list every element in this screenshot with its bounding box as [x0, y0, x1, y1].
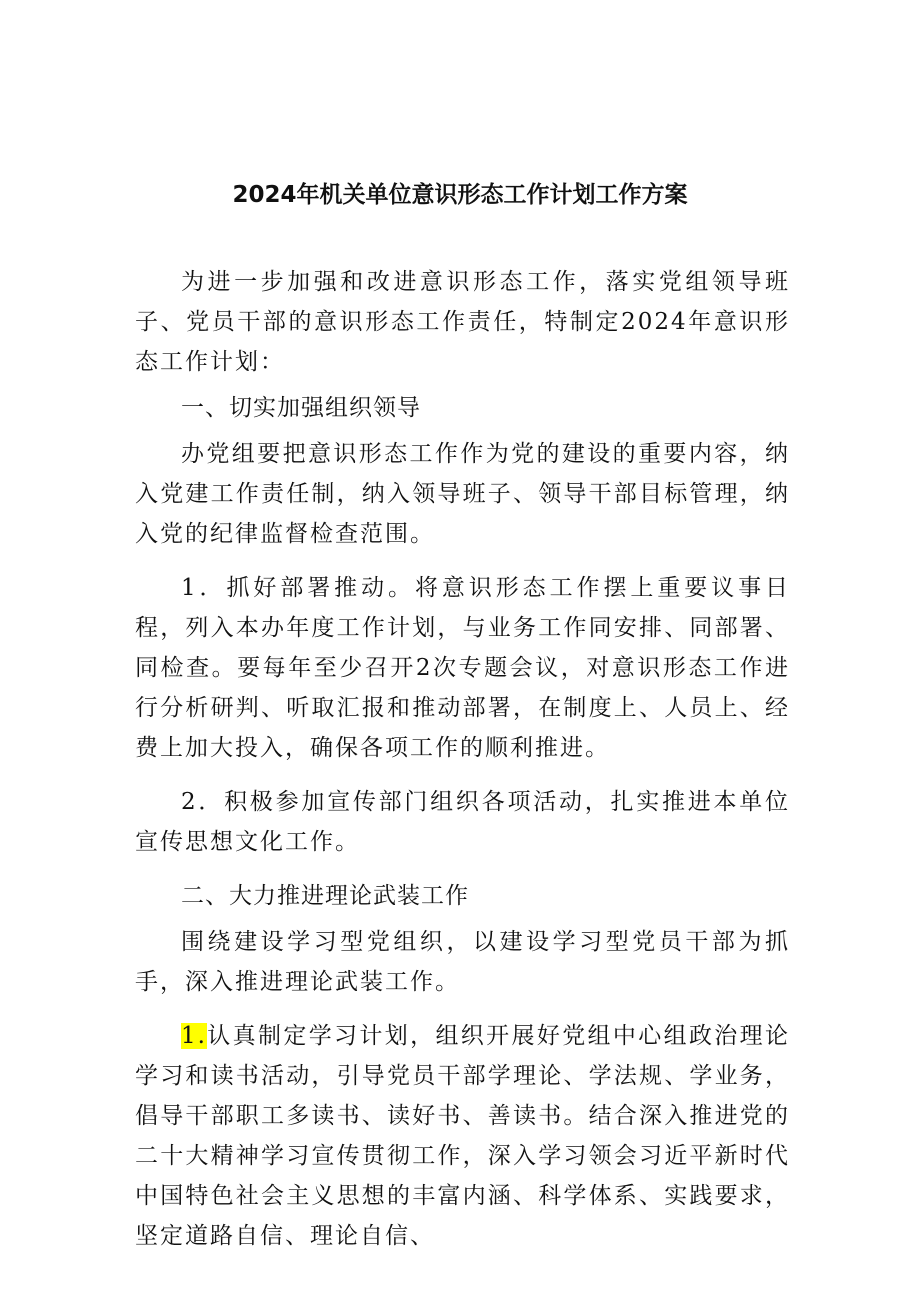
document-title: 2024年机关单位意识形态工作计划工作方案 — [232, 182, 688, 208]
section1-paragraph: 办党组要把意识形态工作作为党的建设的重要内容，纳入党建工作责任制，纳入领导班子、领导干部目标管理，纳入党的纪律监督检查范围。 — [135, 441, 790, 547]
highlighted-item-number: 1. — [181, 1023, 207, 1049]
section2-paragraph: 围绕建设学习型党组织，以建设学习型党员干部为抓手，深入推进理论武装工作。 — [135, 929, 790, 995]
section2-heading: 二、大力推进理论武装工作 — [181, 883, 469, 909]
section2-item1 — [135, 1016, 790, 1256]
section1-item1: 1．抓好部署推动。将意识形态工作摆上重要议事日程，列入本办年度工作计划，与业务工作同安排、同部署、同检查。要每年至少召开2次专题会议，对意识形态工作进行分析研判、听取汇报和推动部署，在制度上、人员上、经费上加大投入，确保各项工作的顺利推进。 — [135, 575, 790, 761]
intro-paragraph: 为进一步加强和改进意识形态工作，落实党组领导班子、党员干部的意识形态工作责任，特制定2024年意识形态工作计划： — [135, 269, 790, 375]
section2-item1-text: 认真制定学习计划，组织开展好党组中心组政治理论学习和读书活动，引导党员干部学理论、学法规、学业务，倡导干部职工多读书、读好书、善读书。结合深入推进党的二十大精神学习宣传贯彻工作，深入学习领会习近平新时代中国特色社会主义思想的丰富内涵、科学体系、实践要求，坚定道路自信、理论自信、 — [135, 1023, 790, 1249]
section1-heading: 一、切实加强组织领导 — [181, 395, 421, 421]
document-body — [135, 262, 790, 1256]
section1-item2: 2．积极参加宣传部门组织各项活动，扎实推进本单位宣传思想文化工作。 — [135, 789, 790, 855]
